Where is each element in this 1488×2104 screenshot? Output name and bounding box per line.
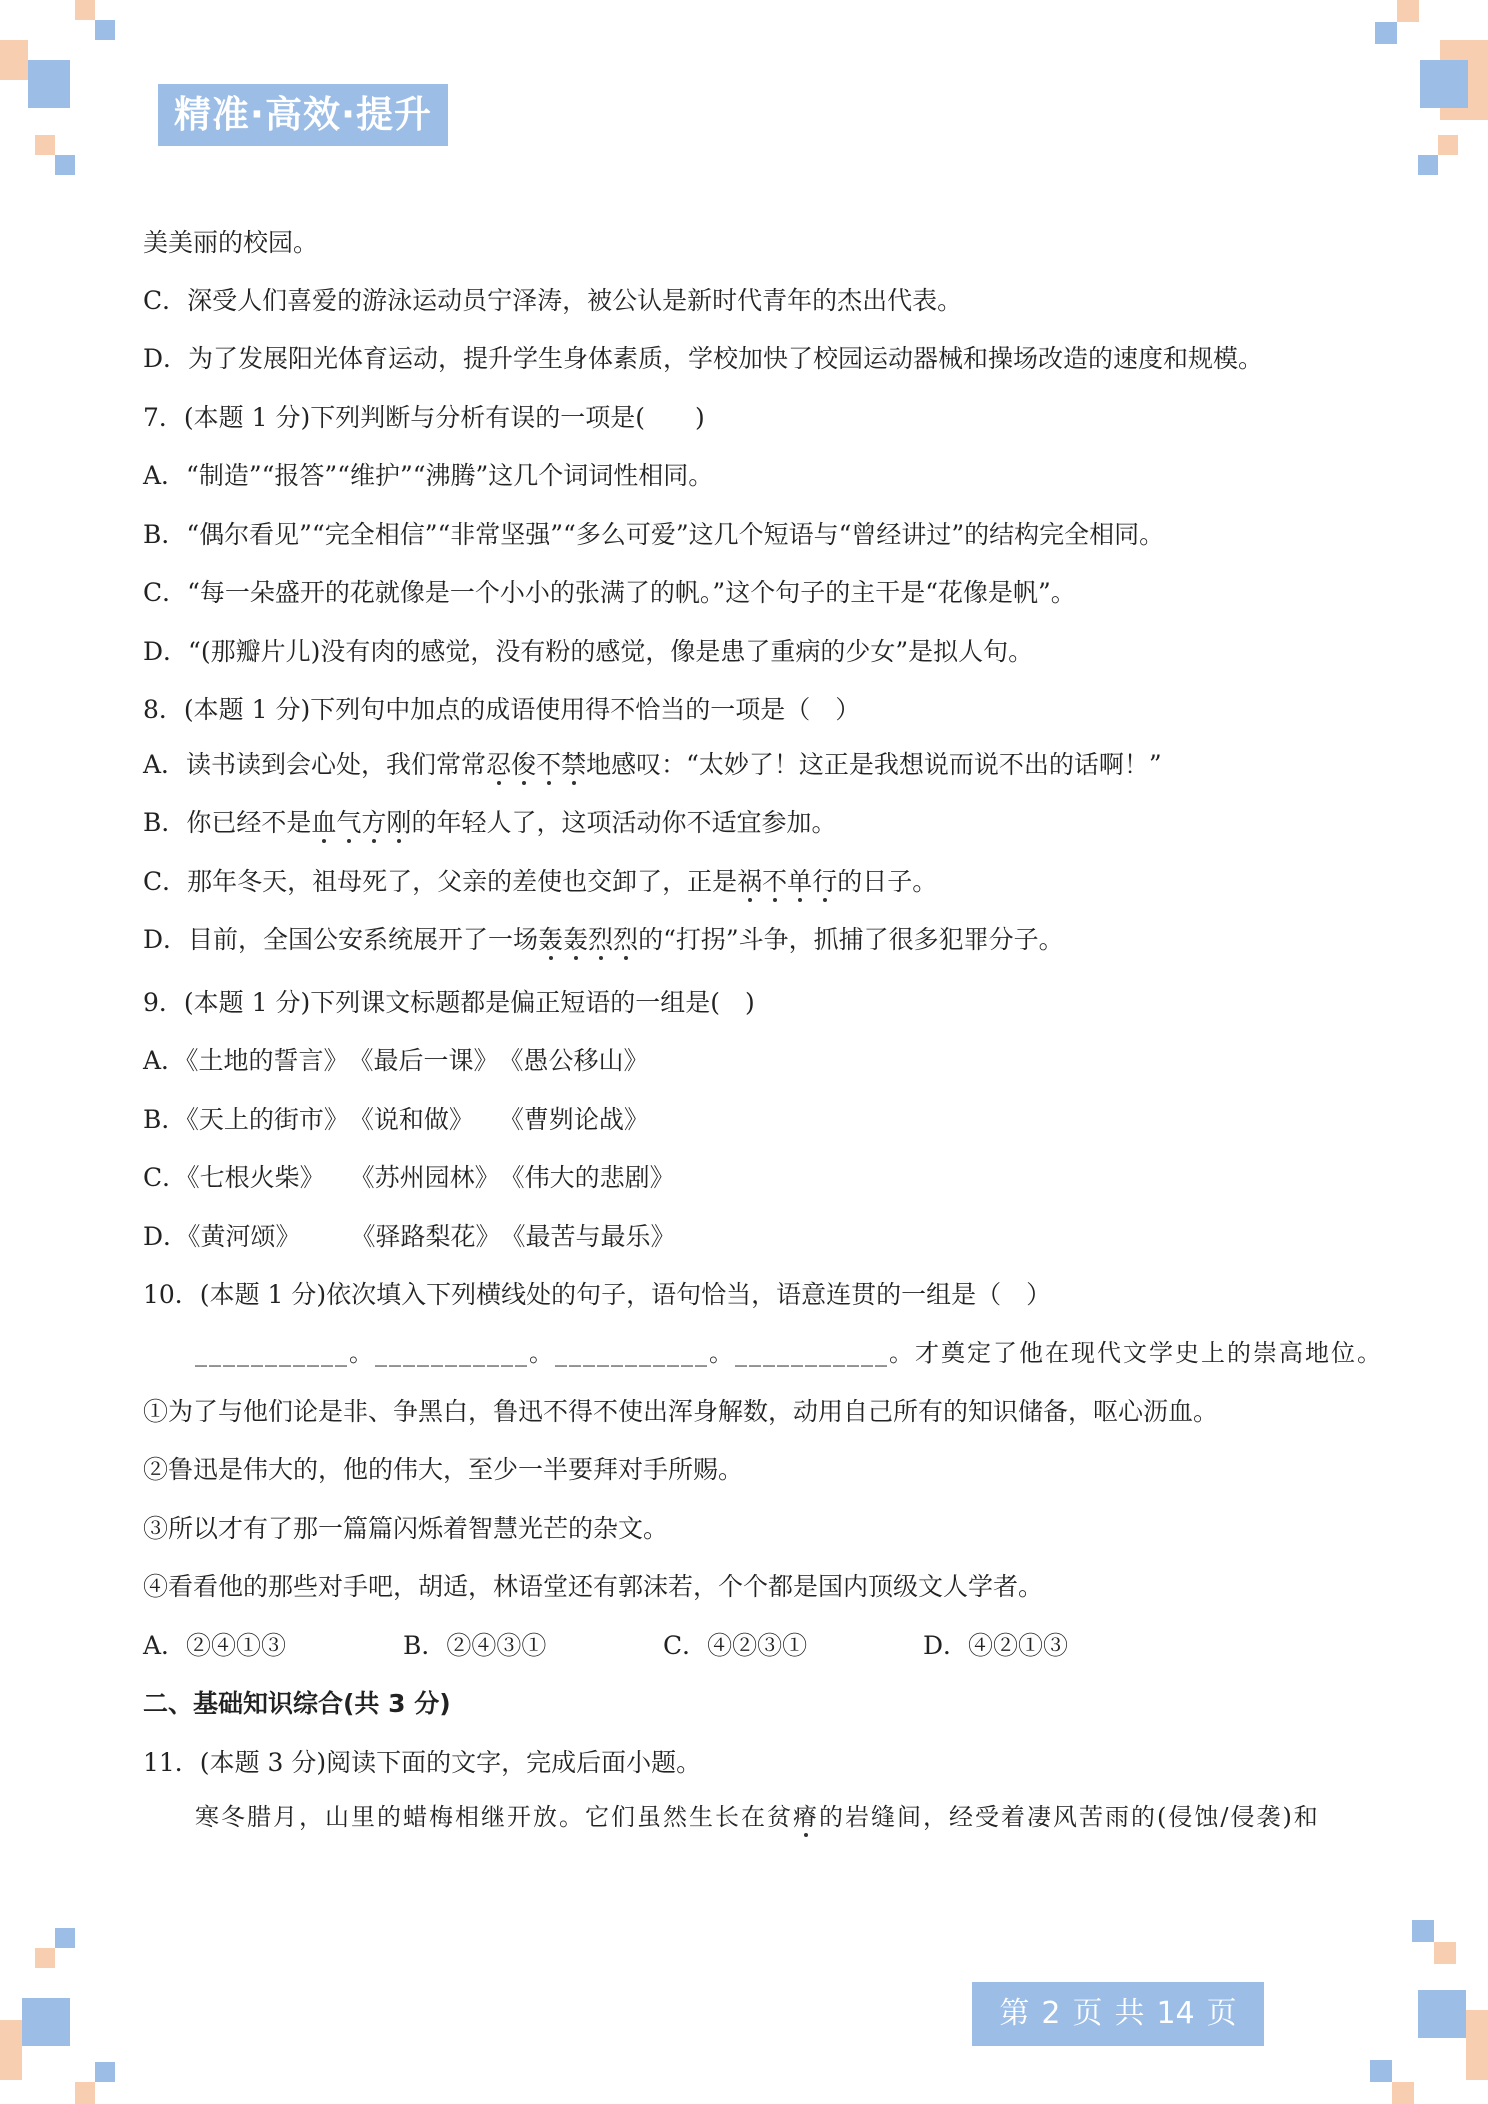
question-11: 11．(本题 3 分)阅读下面的文字，完成后面小题。 [143,1748,702,1777]
decor-square [1418,1990,1466,2038]
option-text: C．那年冬天，祖母死了，父亲的差使也交卸了，正是 [143,867,738,896]
option-line: D．《黄河颂》 《驿路梨花》 《最苦与最乐》 [143,1222,676,1251]
passage-text: 寒冬腊月，山里的蜡梅相继开放。它们虽然生长在贫 [195,1803,793,1831]
option-line: C．深受人们喜爱的游泳运动员宁泽涛，被公认是新时代青年的杰出代表。 [143,286,963,315]
question-7: 7．(本题 1 分)下列判断与分析有误的一项是( ) [143,403,705,432]
page-label: 第 [999,1996,1030,2031]
option-text: 地感叹：“太妙了！这正是我想说而说不出的话啊！” [586,750,1162,779]
text-line: 美美丽的校园。 [143,228,319,257]
option-line [143,806,836,840]
decor-square [35,1948,55,1968]
answer-options [143,1629,1183,1663]
page-label: 共 [1114,1996,1145,2031]
option-line: B．“偶尔看见”“完全相信”“非常坚强”“多么可爱”这几个短语与“曾经讲过”的结构完全相同。 [143,520,1165,549]
answer-option: B．②④③① [403,1631,547,1660]
option-line: D．为了发展阳光体育运动，提升学生身体素质，学校加快了校园运动器械和操场改造的速度和规模。 [143,344,1264,373]
current-page: 2 [1041,1996,1061,2031]
dotted-char: 血 [311,808,337,837]
option-line: C．“每一朵盛开的花就像是一个小小的张满了的帆。”这个句子的主干是“花像是帆”。 [143,578,1076,607]
decor-square [1466,2010,1488,2080]
dotted-char: 忍 [486,750,512,779]
option-text: 的年轻人了，这项活动你不适宜参加。 [411,808,837,837]
answer-option: C．④②③① [663,1631,808,1660]
brand-banner: 精准·高效·提升 [158,84,448,146]
dotted-char: 瘠 [793,1803,819,1831]
fill-blank-line: ___________。___________。___________。___________。才奠定了他在现代文学史上的崇高地位。 [195,1339,1383,1367]
option-line: D．“(那瓣片儿)没有肉的感觉，没有粉的感觉，像是患了重病的少女”是拟人句。 [143,637,1034,666]
answer-option: D．④②①③ [923,1631,1069,1660]
decor-square [55,155,75,175]
decor-square [35,135,55,155]
dotted-char: 俊 [511,750,537,779]
option-text: A．读书读到会心处，我们常常 [143,750,487,779]
decor-square [55,1928,75,1948]
dotted-char: 单 [787,867,813,896]
decor-square [75,0,95,20]
option-text: B．你已经不是 [143,808,312,837]
decor-square [95,2062,115,2082]
decor-square [1370,2060,1392,2082]
dotted-char: 不 [536,750,562,779]
total-pages: 14 [1156,1996,1195,2031]
decor-square [0,40,28,80]
page-label: 页 [1206,1996,1237,2031]
dotted-char: 烈 [588,925,614,954]
dotted-char: 轰 [563,925,589,954]
option-text: 的“打拐”斗争，抓捕了很多犯罪分子。 [638,925,1064,954]
decor-square [0,2020,22,2080]
decor-square [28,60,70,108]
decor-square [1412,1920,1434,1942]
option-line [143,923,1064,957]
section-heading: 二、基础知识综合(共 3 分) [143,1689,451,1718]
decor-square [1397,0,1419,22]
question-8: 8．(本题 1 分)下列句中加点的成语使用得不恰当的一项是（ ） [143,695,861,724]
dotted-char: 行 [812,867,838,896]
question-10: 10．(本题 1 分)依次填入下列横线处的句子，语句恰当，语意连贯的一组是（ ） [143,1280,1052,1309]
decor-square [75,2082,95,2104]
page-label: 页 [1072,1996,1103,2031]
dotted-char: 祸 [737,867,763,896]
sentence-item: ①为了与他们论是非、争黑白，鲁迅不得不使出浑身解数，动用自己所有的知识储备，呕心沥血。 [143,1397,1219,1426]
dotted-char: 轰 [538,925,564,954]
option-text: D．目前，全国公安系统展开了一场 [143,925,539,954]
option-line [143,748,1162,782]
option-line: C．《七根火柴》 《苏州园林》 《伟大的悲剧》 [143,1163,675,1192]
passage-line [195,1800,1320,1834]
option-line: A．“制造”“报答”“维护”“沸腾”这几个词词性相同。 [143,461,714,490]
decor-square [95,20,115,40]
option-line [143,865,937,899]
sentence-item: ②鲁迅是伟大的，他的伟大，至少一半要拜对手所赐。 [143,1455,744,1484]
dotted-char: 不 [762,867,788,896]
decor-square [1392,2082,1414,2104]
passage-text: 的岩缝间，经受着凄风苦雨的(侵蚀/侵袭)和 [819,1803,1320,1831]
decor-square [1375,22,1397,44]
decor-square [1418,155,1438,175]
option-line: A．《土地的誓言》 《最后一课》 《愚公移山》 [143,1046,649,1075]
dotted-char: 方 [361,808,387,837]
decor-square [1420,60,1468,108]
option-text: 的日子。 [837,867,938,896]
sentence-item: ④看看他的那些对手吧，胡适，林语堂还有郭沫若，个个都是国内顶级文人学者。 [143,1572,1044,1601]
decor-square [1434,1942,1456,1964]
dotted-char: 烈 [613,925,639,954]
dotted-char: 气 [336,808,362,837]
page-indicator [972,1982,1264,2046]
answer-option: A．②④①③ [143,1631,287,1660]
decor-square [22,1998,70,2046]
sentence-item: ③所以才有了那一篇篇闪烁着智慧光芒的杂文。 [143,1514,669,1543]
dotted-char: 禁 [561,750,587,779]
decor-square [1438,135,1458,155]
question-9: 9．(本题 1 分)下列课文标题都是偏正短语的一组是( ) [143,988,755,1017]
option-line: B．《天上的街市》 《说和做》 《曹刿论战》 [143,1105,649,1134]
dotted-char: 刚 [386,808,412,837]
